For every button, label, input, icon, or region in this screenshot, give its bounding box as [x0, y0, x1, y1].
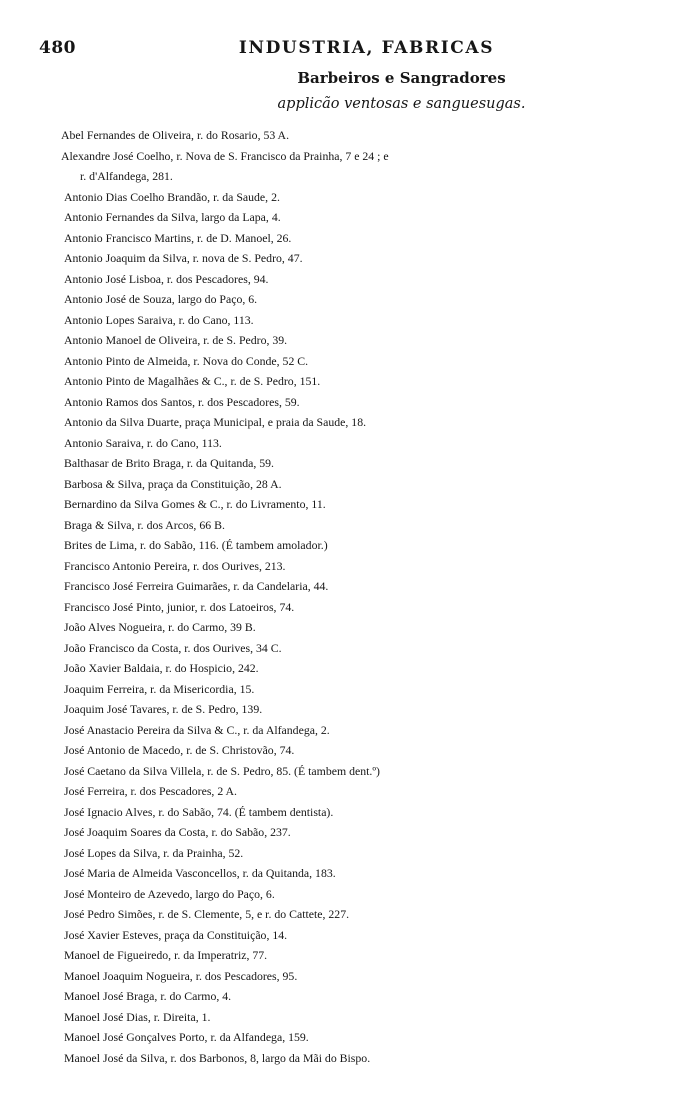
directory-entry: Manoel José Gonçalves Porto, r. da Alfandega, 159. [64, 1030, 309, 1044]
directory-entry: José Monteiro de Azevedo, largo do Paço, 6. [64, 886, 275, 901]
directory-entry: José Ignacio Alves, r. do Sabão, 74. (É tambem dentista). [64, 804, 334, 819]
directory-entry: José Antonio de Macedo, r. de S. Christovão, 74. [64, 743, 295, 757]
directory-entry: Antonio Manoel de Oliveira, r. de S. Pedro, 39. [64, 333, 288, 347]
directory-entry: João Xavier Baldaia, r. do Hospicio, 242. [64, 661, 259, 675]
directory-entry: Bernardino da Silva Gomes & C., r. do Livramento, 11. [64, 497, 326, 511]
directory-entry: José Joaquim Soares da Costa, r. do Sabão, 237. [64, 825, 291, 839]
directory-entry: Antonio José Lisboa, r. dos Pescadores, 94. [64, 271, 269, 286]
directory-entry: José Caetano da Silva Villela, r. de S. Pedro, 85. (É tambem dent.º) [64, 763, 380, 778]
directory-entry: Joaquim José Tavares, r. de S. Pedro, 139. [64, 702, 263, 716]
directory-entry: Manoel Joaquim Nogueira, r. dos Pescadores, 95. [64, 968, 298, 983]
directory-entry: Balthasar de Brito Braga, r. da Quitanda, 59. [64, 456, 274, 470]
directory-entry: Braga & Silva, r. dos Arcos, 66 B. [64, 517, 225, 532]
directory-entry: Alexandre José Coelho, r. Nova de S. Francisco da Prainha, 7 e 24 ; e [61, 148, 389, 163]
directory-entry: Antonio Pinto de Almeida, r. Nova do Conde, 52 C. [64, 353, 309, 368]
directory-entry: Antonio Ramos dos Santos, r. dos Pescadores, 59. [64, 394, 300, 409]
directory-entry: Francisco Antonio Pereira, r. dos Ourives, 213. [64, 558, 286, 573]
directory-entry: Abel Fernandes de Oliveira, r. do Rosario, 53 A. [61, 128, 290, 142]
directory-entry: José Pedro Simões, r. de S. Clemente, 5, e r. do Cattete, 227. [64, 907, 350, 921]
directory-entry: José Lopes da Silva, r. da Prainha, 52. [64, 845, 244, 860]
directory-entry: Manoel José da Silva, r. dos Barbonos, 8, largo da Mãi do Bispo. [64, 1050, 371, 1065]
directory-entry: José Xavier Esteves, praça da Constituição, 14. [64, 927, 288, 942]
directory-entry: José Ferreira, r. dos Pescadores, 2 A. [64, 784, 237, 798]
running-head: INDUSTRIA, FABRICAS [238, 38, 495, 58]
directory-entry: Manoel de Figueiredo, r. da Imperatriz, 77. [64, 948, 268, 962]
page-number: 480 [39, 38, 76, 58]
directory-entry: Francisco José Pinto, junior, r. dos Latoeiros, 74. [64, 599, 295, 614]
directory-entry: Joaquim Ferreira, r. da Misericordia, 15. [64, 681, 255, 696]
directory-entry: Antonio Saraiva, r. do Cano, 113. [64, 435, 222, 450]
directory-entry: José Anastacio Pereira da Silva & C., r. da Alfandega, 2. [64, 722, 330, 737]
directory-entry: Barbosa & Silva, praça da Constituição, 28 A. [64, 476, 282, 491]
directory-entry: Brites de Lima, r. do Sabão, 116. (É tambem amolador.) [64, 538, 328, 552]
directory-entry: José Maria de Almeida Vasconcellos, r. da Quitanda, 183. [64, 866, 336, 880]
directory-entry: Antonio Francisco Martins, r. de D. Manoel, 26. [64, 230, 292, 245]
directory-entry-continuation: r. d'Alfandega, 281. [80, 169, 173, 183]
directory-entry: Francisco José Ferreira Guimarães, r. da Candelaria, 44. [64, 579, 329, 593]
directory-entry-list [0, 125, 693, 1068]
directory-entry: João Alves Nogueira, r. do Carmo, 39 B. [64, 620, 256, 634]
section-subtitle: applicão ventosas e sanguesugas. [277, 96, 526, 112]
directory-entry: João Francisco da Costa, r. dos Ourives, 34 C. [64, 640, 282, 655]
directory-entry: Antonio Dias Coelho Brandão, r. da Saude, 2. [64, 189, 280, 204]
directory-entry: Antonio da Silva Duarte, praça Municipal, e praia da Saude, 18. [64, 415, 367, 429]
directory-entry: Antonio Lopes Saraiva, r. do Cano, 113. [64, 312, 254, 327]
section-title: Barbeiros e Sangradores [297, 69, 506, 87]
directory-entry: Manoel José Braga, r. do Carmo, 4. [64, 989, 232, 1003]
directory-entry: Manoel José Dias, r. Direita, 1. [64, 1009, 211, 1024]
directory-entry: Antonio Joaquim da Silva, r. nova de S. Pedro, 47. [64, 251, 303, 265]
directory-entry: Antonio José de Souza, largo do Paço, 6. [64, 292, 258, 306]
directory-entry: Antonio Pinto de Magalhães & C., r. de S. Pedro, 151. [64, 374, 321, 388]
directory-entry: Antonio Fernandes da Silva, largo da Lapa, 4. [64, 210, 281, 224]
